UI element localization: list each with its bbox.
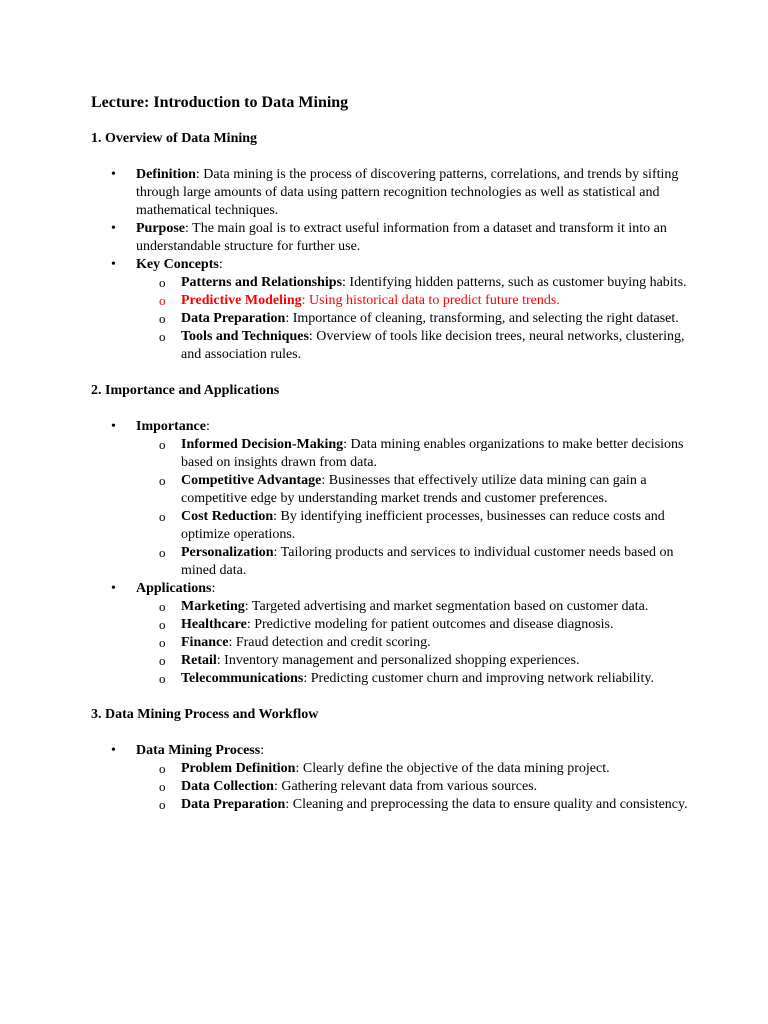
term: Marketing (181, 599, 245, 614)
sub-list-item (136, 544, 691, 580)
item-text: : Targeted advertising and market segmentation based on customer data. (244, 599, 649, 614)
term: Cost Reduction (181, 509, 274, 524)
sub-list-item (136, 670, 691, 688)
list-item (91, 580, 691, 688)
sub-bullet-list (136, 436, 691, 580)
item-text: : Gathering relevant data from various sources. (273, 779, 538, 794)
list-item (91, 166, 691, 220)
section-heading: 1. Overview of Data Mining (91, 131, 258, 146)
item-text: : Identifying hidden patterns, such as customer buying habits. (342, 275, 687, 290)
list-item (91, 256, 691, 364)
sub-bullet-list (136, 598, 691, 688)
item-text: : Using historical data to predict future trends. (301, 293, 560, 308)
term: Telecommunications (181, 671, 304, 686)
sub-list-item (136, 760, 691, 778)
list-item (91, 418, 691, 580)
sub-list-item (136, 616, 691, 634)
sub-list-item (136, 634, 691, 652)
term: Personalization (181, 545, 274, 560)
sub-list-item (136, 328, 691, 364)
item-text: : Tailoring products and services to individual customer needs based on mined data. (181, 545, 674, 578)
list-item (91, 742, 691, 814)
term: Retail (181, 653, 217, 668)
term: Data Collection (181, 779, 274, 794)
document-content (91, 93, 691, 832)
term: Data Preparation (181, 797, 286, 812)
sub-list-item (136, 508, 691, 544)
item-text: : Overview of tools like decision trees, neural networks, clustering, and association rules. (181, 329, 685, 362)
item-text: : By identifying inefficient processes, businesses can reduce costs and optimize operations. (181, 509, 665, 542)
term: Finance (181, 635, 229, 650)
list-item (91, 220, 691, 256)
sub-list-item (136, 796, 691, 814)
term: Importance (136, 419, 206, 434)
item-text: : Data mining is the process of discovering patterns, correlations, and trends by sifting through large amounts of data using pattern recognition technologies as well as statistical and mathematical techniques. (136, 167, 679, 218)
section-heading: 3. Data Mining Process and Workflow (91, 707, 319, 722)
sub-list-item (136, 598, 691, 616)
item-text: : Data mining enables organizations to make better decisions based on insights drawn from data. (181, 437, 684, 470)
term: Problem Definition (181, 761, 296, 776)
sub-list-item (136, 778, 691, 796)
item-text: : Importance of cleaning, transforming, and selecting the right dataset. (285, 311, 679, 326)
sub-list-item (136, 274, 691, 292)
sub-bullet-list (136, 760, 691, 814)
document-title: Lecture: Introduction to Data Mining (91, 94, 349, 111)
item-text: : The main goal is to extract useful information from a dataset and transform it into an understandable structure for further use. (136, 221, 667, 254)
term: Tools and Techniques (181, 329, 309, 344)
item-text: : (260, 743, 265, 758)
term: Predictive Modeling (181, 293, 302, 308)
term: Informed Decision-Making (181, 437, 344, 452)
item-text: : Cleaning and preprocessing the data to ensure quality and consistency. (285, 797, 688, 812)
term: Competitive Advantage (181, 473, 322, 488)
term: Data Mining Process (136, 743, 261, 758)
term: Definition (136, 167, 196, 182)
item-text: : Clearly define the objective of the data mining project. (295, 761, 610, 776)
bullet-list (91, 742, 691, 814)
bullet-list (91, 166, 691, 364)
item-text: : (206, 419, 210, 434)
sub-list-item (136, 652, 691, 670)
term: Healthcare (181, 617, 247, 632)
sub-list-item (136, 310, 691, 328)
term: Data Preparation (181, 311, 286, 326)
item-text: : Predicting customer churn and improving network reliability. (303, 671, 654, 686)
item-text: : Businesses that effectively utilize data mining can gain a competitive edge by understanding market trends and customer preferences. (181, 473, 647, 506)
term: Patterns and Relationships (181, 275, 343, 290)
sub-list-item-highlighted (136, 292, 691, 310)
section-heading: 2. Importance and Applications (91, 383, 280, 398)
item-text: : Fraud detection and credit scoring. (228, 635, 431, 650)
sub-list-item (136, 436, 691, 472)
sub-bullet-list (136, 274, 691, 364)
sub-list-item (136, 472, 691, 508)
item-text: : Predictive modeling for patient outcomes and disease diagnosis. (246, 617, 614, 632)
term: Key Concepts (136, 257, 219, 272)
item-text: : (218, 257, 223, 272)
item-text: : Inventory management and personalized shopping experiences. (216, 653, 580, 668)
item-text: : (211, 581, 216, 596)
bullet-list (91, 418, 691, 688)
term: Applications (136, 581, 212, 596)
term: Purpose (136, 221, 185, 236)
